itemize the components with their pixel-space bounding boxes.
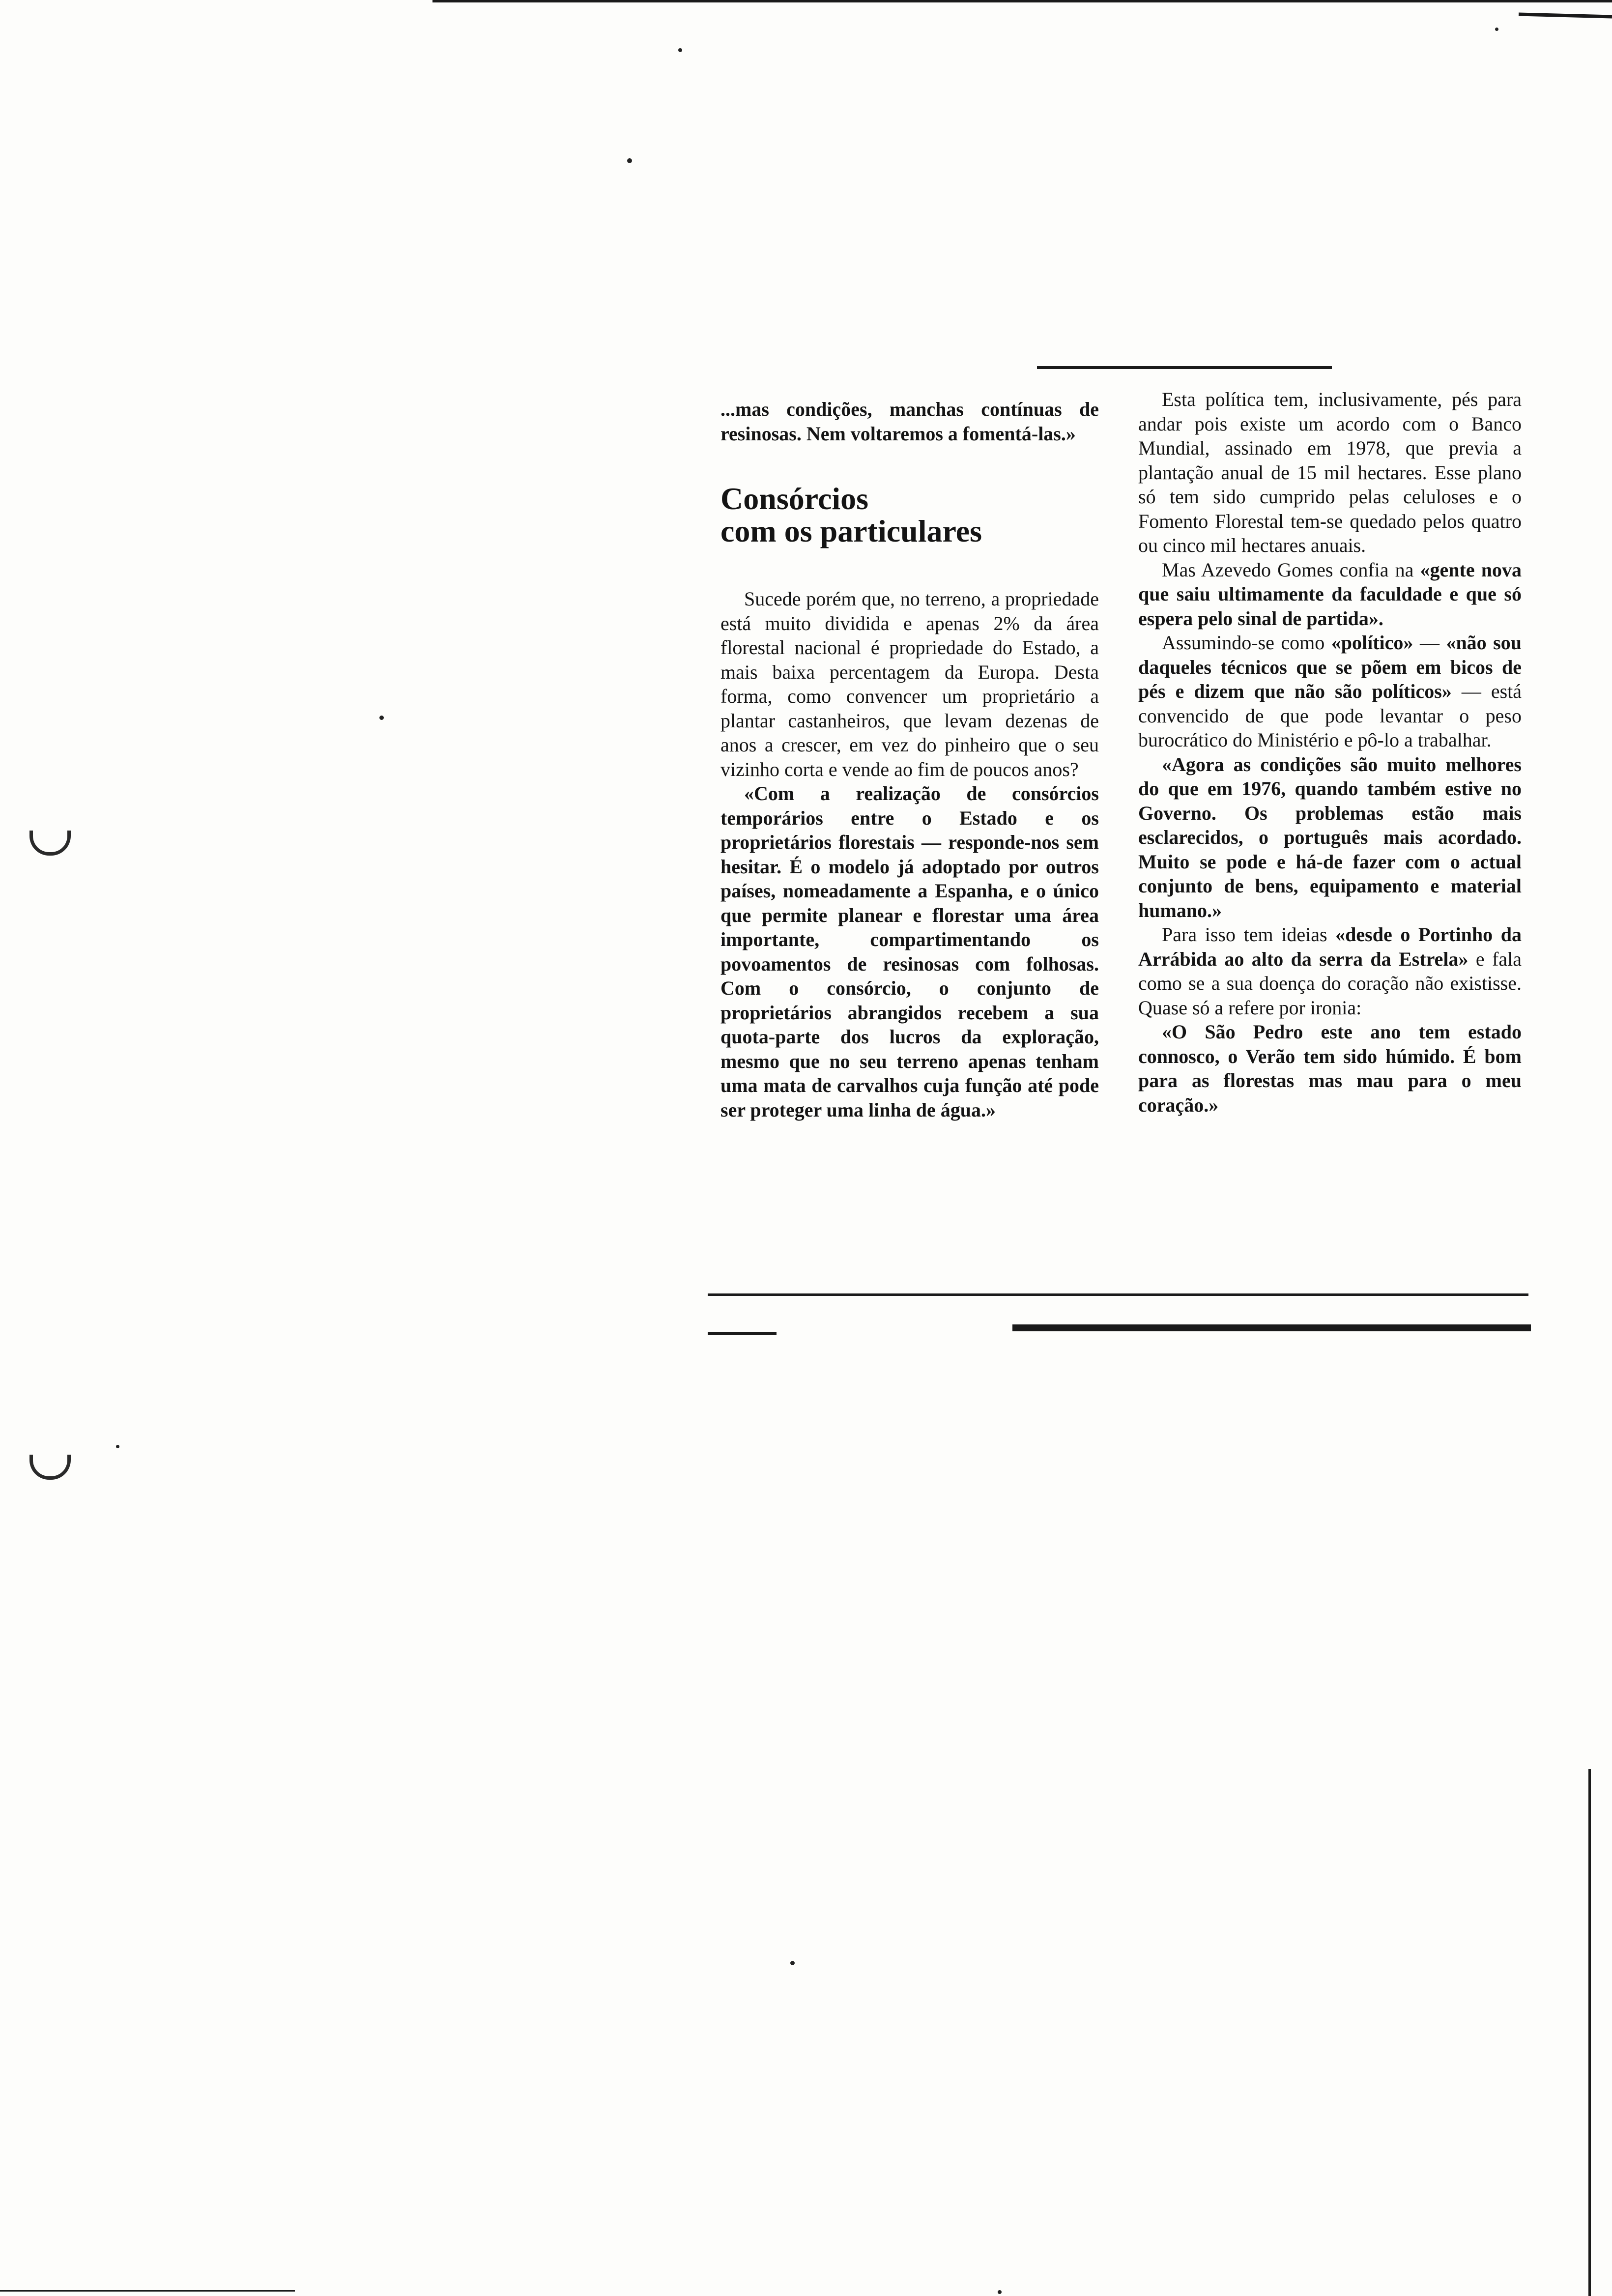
paragraph (1138, 922, 1522, 1020)
article-column-right (1138, 387, 1522, 1117)
section-heading-line2: com os particulares (720, 514, 982, 548)
paragraph (1138, 631, 1522, 752)
paragraph-text: Mas Azevedo Gomes confia na (1162, 558, 1414, 581)
paragraph-quote: «Com a realização de consórcios temporários entre o Estado e os proprietários florestais — responde-nos sem hesitar. É o modelo já adoptado por outros países, nomeadamente a Espanha, e o único que permite planear e florestar uma área importante, compartimentando os povoamentos de resinosas com folhosas. Com o consórcio, o conjunto de proprietários abrangidos recebem a sua quota-parte dos lucros da exploração, mesmo que no seu terreno apenas tenham uma mata de carvalhos cuja função até pode ser proteger uma linha de água.» (720, 782, 1099, 1121)
paragraph: Esta política tem, inclusivamente, pés para andar pois existe um acordo com o Banco Mundial, assinado em 1978, que previa a plantação anual de 15 mil hectares. Esse plano só tem sido cumprido pelas celuloses e o Fomento Florestal tem-se quedado pelos quatro ou cinco mil hectares anuais. (1138, 388, 1522, 556)
article-bottom-rule (708, 1293, 1528, 1296)
speck (998, 2290, 1002, 2294)
article-bottom-thick-rule-right (1012, 1324, 1531, 1331)
speck (1495, 28, 1498, 31)
paragraph-text: — (1419, 631, 1439, 654)
paragraph-quote: «desde o Portinho da Arrábida ao alto da serra da Estrela» (1138, 923, 1522, 970)
article-top-rule (1037, 366, 1332, 369)
paragraph-text: — está convencido de que pode levantar o peso burocrático do Ministério e pô-lo a trabalhar. (1138, 680, 1522, 751)
paragraph-quote: «Agora as condições são muito melhores do que em 1976, quando também estive no Governo. Os problemas estão mais esclarecidos, o português mais acordado. Muito se pode e há-de fazer com o actual conjunto de bens, equipamento e material humano.» (1138, 753, 1522, 921)
paragraph-quote: «político» (1331, 631, 1413, 654)
binder-hole-upper (29, 831, 71, 856)
article-column-left (720, 397, 1099, 1122)
paragraph-text: Assumindo-se como (1162, 631, 1325, 654)
speck (627, 158, 632, 163)
article-bottom-thick-rule-left (708, 1332, 777, 1335)
speck (116, 1445, 119, 1448)
section-heading (720, 483, 1099, 547)
paragraph: Sucede porém que, no terreno, a propriedade está muito dividida e apenas 2% da área florestal nacional é propriedade do Estado, a mais baixa percentagem da Europa. Desta forma, como convencer um proprietário a plantar castanheiros, que levam dezenas de anos a crescer, em vez do pinheiro que o seu vizinho corta e vende ao fim de poucos anos? (720, 588, 1099, 780)
top-scan-edge (432, 0, 1612, 2)
speck (790, 1961, 795, 1965)
paragraph-text: e fala como se a sua doença do coração não existisse. Quase só a refere por ironia: (1138, 947, 1522, 1019)
binder-hole-lower (29, 1455, 71, 1480)
paragraph-text: Para isso tem ideias (1162, 923, 1327, 946)
paragraph-quote: «O São Pedro este ano tem estado connosco, o Verão tem sido húmido. É bom para as florestas mas mau para o meu coração.» (1138, 1021, 1522, 1116)
paragraph (1138, 558, 1522, 631)
section-heading-line1: Consórcios (720, 481, 869, 516)
right-scan-edge (1588, 1769, 1591, 2296)
paragraph-quote: «gente nova que saiu ultimamente da faculdade e que só espera pelo sinal de partida». (1138, 558, 1522, 630)
speck (678, 48, 682, 52)
column-intro-text: ...mas condições, manchas contínuas de resinosas. Nem voltaremos a fomentá-las.» (720, 398, 1099, 445)
speck (379, 716, 384, 720)
top-right-streak (1519, 13, 1612, 19)
paragraph-quote: «não sou daqueles técnicos que se põem em bicos de pés e dizem que não são políticos» (1138, 631, 1522, 702)
bottom-scan-edge (0, 2290, 295, 2292)
